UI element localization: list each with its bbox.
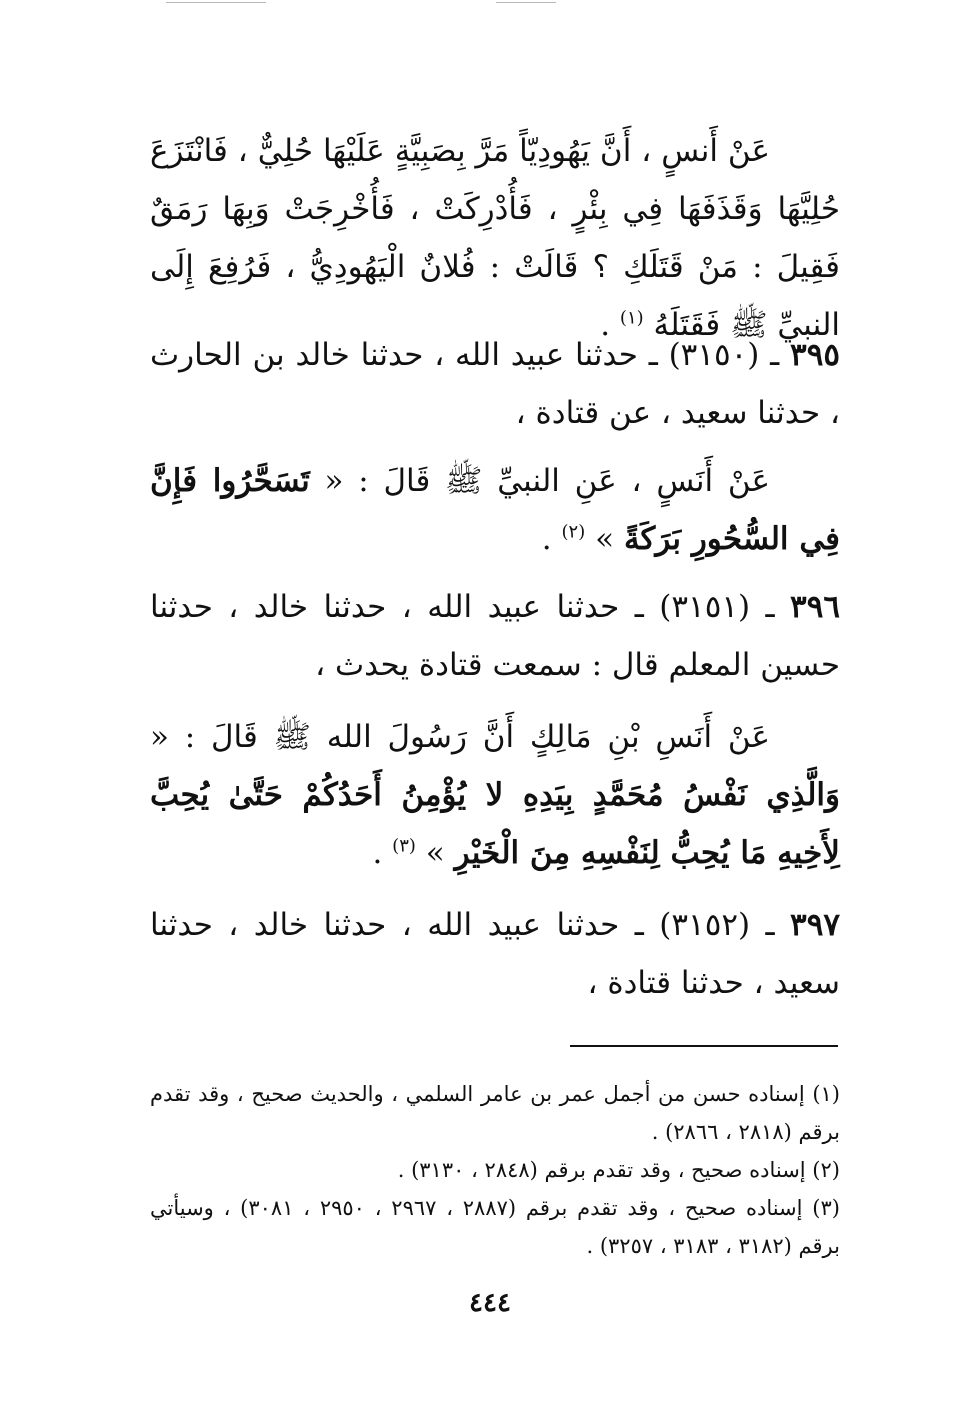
footnote-2: (٢) إسناده صحيح ، وقد تقدم برقم (٢٨٤٨ ، ٣١٣٠) .: [397, 1158, 840, 1182]
hadith-number-396: ٣٩٦: [790, 589, 840, 625]
top-rule-right: [496, 2, 556, 3]
footnotes: [150, 1075, 840, 1265]
isnad-396-text: ـ (٣١٥١) ـ حدثنا عبيد الله ، حدثنا خالد ، حدثنا حسين المعلم قال : سمعت قتادة يحدث ،: [150, 589, 840, 683]
footnote-ref-3: (٣): [392, 835, 416, 857]
isnad-paragraph-395: [150, 326, 840, 442]
isnad-paragraph-397: [150, 896, 840, 1012]
footnote-3: (٣) إسناده صحيح ، وقد تقدم برقم (٢٨٨٧ ، ٢٩٦٧ ، ٢٩٥٠ ، ٣٠٨١) ، وسيأتي برقم (٣١٨٢ ، ٣١٨٣ ، ٣٢٥٧) .: [150, 1196, 840, 1258]
hadith-number-397: ٣٩٧: [790, 907, 840, 943]
hadith-2-text: عَنْ أَنَسٍ ، عَنِ النبيِّ ﷺ قَالَ : «: [309, 463, 770, 499]
hadith-3-end: .: [372, 835, 393, 871]
hadith-2-bold-text: تَسَحَّرُوا فَإِنَّ فِي السُّحُورِ بَرَكَةً: [150, 463, 840, 557]
hadith-3-bold-text: وَالَّذِي نَفْسُ مُحَمَّدٍ بِيَدِهِ لا يُؤْمِنُ أَحَدُكُمْ حَتَّىٰ يُحِبَّ لِأَخِيهِ مَا يُحِبُّ لِنَفْسِهِ مِنَ الْخَيْرِ: [150, 777, 840, 871]
hadith-1-line-2: وَقَذَفَهَا فِي بِئْرٍ ، فَأُدْرِكَتْ ، فَأُخْرِجَتْ وَبِهَا رَمَقٌ فَقِيلَ : مَنْ قَتَلَكِ ؟: [150, 191, 840, 285]
footnote-ref-1: (١): [619, 307, 644, 329]
hadith-1-end: .: [600, 307, 620, 343]
hadith-paragraph-1: [150, 122, 840, 354]
page-number: ٤٤٤: [469, 1288, 511, 1318]
isnad-395-text: ـ (٣١٥٠) ـ حدثنا عبيد الله ، حدثنا خالد بن الحارث ، حدثنا سعيد ، عن قتادة ،: [150, 337, 840, 431]
hadith-paragraph-3: [150, 708, 840, 882]
hadith-paragraph-2: [150, 452, 840, 568]
hadith-3-text: عَنْ أَنَسِ بْنِ مَالِكٍ أَنَّ رَسُولَ الله ﷺ قَالَ : «: [150, 719, 770, 755]
footnote-separator: [570, 1045, 838, 1047]
hadith-3-close: »: [425, 835, 455, 871]
hadith-2-end: .: [541, 521, 562, 557]
top-rule-left: [166, 2, 266, 3]
hadith-number-395: ٣٩٥: [790, 337, 840, 373]
hadith-2-close: »: [595, 521, 624, 557]
isnad-397-text: ـ (٣١٥٢) ـ حدثنا عبيد الله ، حدثنا خالد ، حدثنا سعيد ، حدثنا قتادة ،: [150, 907, 840, 1001]
isnad-paragraph-396: [150, 578, 840, 694]
hadith-1-line-1: عَنْ أَنسٍ ، أَنَّ يَهُودِيّاً مَرَّ بِصَبِيَّةٍ عَلَيْهَا حُلِيٌّ ، فَانْتَزَعَ حُلِيَّهَا: [150, 133, 840, 227]
footnote-ref-2: (٢): [561, 521, 586, 543]
hadith-1-line-3: قَالَتْ : فُلانٌ الْيَهُودِيُّ ، فَرُفِعَ إِلَى النبيِّ ﷺ فَقَتَلَهُ: [150, 249, 840, 343]
footnote-1: (١) إسناده حسن من أجمل عمر بن عامر السلمي ، والحديث صحيح ، وقد تقدم برقم (٢٨١٨ ، ٢٨٦٦) .: [150, 1082, 840, 1144]
